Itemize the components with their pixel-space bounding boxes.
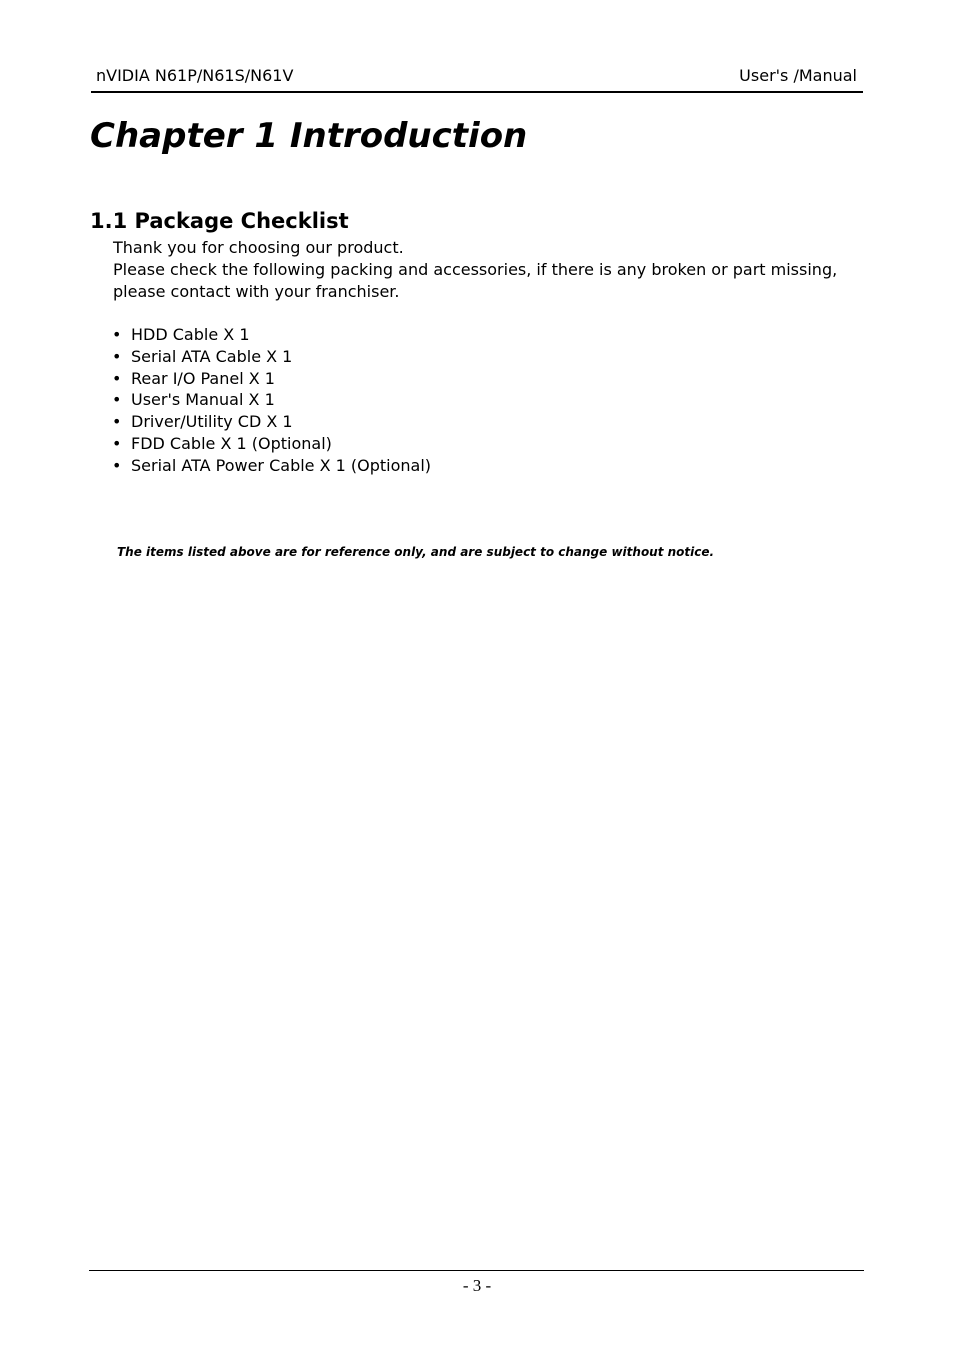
bullet-icon: • (112, 433, 122, 453)
package-checklist (112, 324, 431, 477)
checklist-item-label: Serial ATA Cable X 1 (131, 346, 293, 366)
section-intro (113, 237, 853, 303)
checklist-item (112, 368, 431, 390)
header-product-name: nVIDIA N61P/N61S/N61V (96, 66, 294, 85)
bullet-icon: • (112, 412, 122, 432)
intro-line: Please check the following packing and accessories, if there is any broken or part missing, (113, 260, 838, 279)
checklist-item (112, 324, 431, 346)
checklist-item-label: Rear I/O Panel X 1 (131, 368, 275, 388)
page-number: - 3 - (462, 1276, 492, 1295)
section-title: 1.1 Package Checklist (90, 209, 349, 233)
bullet-icon: • (112, 325, 122, 344)
page-header (91, 64, 863, 93)
checklist-item-label: HDD Cable X 1 (131, 325, 250, 344)
checklist-item (112, 455, 431, 477)
bullet-icon: • (112, 390, 122, 410)
footer-divider (89, 1270, 864, 1271)
bullet-icon: • (112, 368, 122, 388)
checklist-item (112, 433, 431, 455)
checklist-item (112, 411, 431, 433)
reference-notice: The items listed above are for reference only, and are subject to change without notice. (117, 545, 715, 559)
intro-line: please contact with your franchiser. (113, 282, 400, 301)
bullet-icon: • (112, 455, 122, 475)
checklist-item (112, 389, 431, 411)
checklist-item-label: Serial ATA Power Cable X 1 (Optional) (131, 455, 432, 475)
header-document-type: User's /Manual (739, 66, 857, 85)
checklist-item-label: Driver/Utility CD X 1 (131, 412, 293, 432)
intro-line: Thank you for choosing our product. (113, 238, 404, 257)
chapter-title: Chapter 1 Introduction (90, 116, 528, 156)
checklist-item-label: User's Manual X 1 (131, 390, 275, 410)
bullet-icon: • (112, 346, 122, 366)
checklist-item (112, 346, 431, 368)
checklist-item-label: FDD Cable X 1 (Optional) (131, 433, 332, 453)
